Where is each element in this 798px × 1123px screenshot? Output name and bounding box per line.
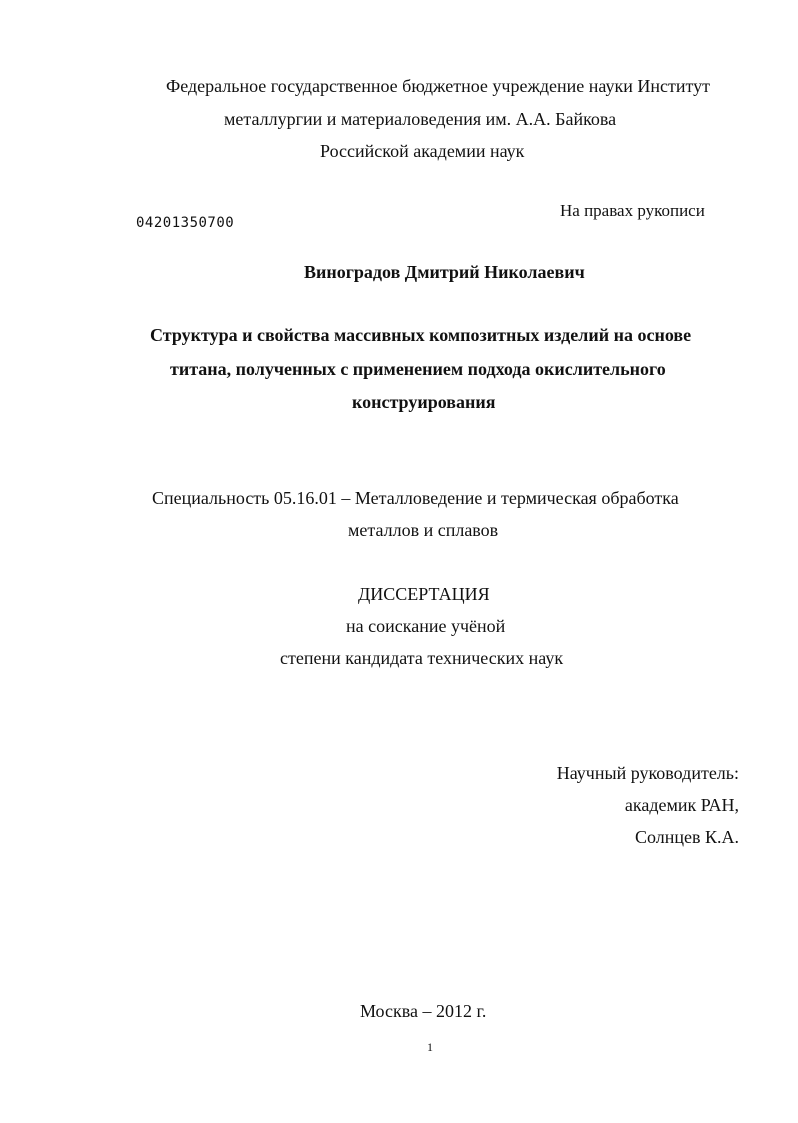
- city-year: Москва – 2012 г.: [360, 1001, 487, 1021]
- dissertation-title-line-1: Структура и свойства массивных композитных изделий на основе: [150, 325, 692, 345]
- supervisor-name: Солнцев К.А.: [634, 827, 739, 847]
- manuscript-rights: На правах рукописи: [560, 201, 705, 220]
- dissertation-title-line-3: конструирования: [352, 392, 496, 412]
- document-type-heading: ДИССЕРТАЦИЯ: [358, 584, 490, 604]
- institution-line-2: металлургии и материаловедения им. А.А. Байкова: [224, 109, 617, 129]
- specialty-line-2: металлов и сплавов: [348, 520, 499, 540]
- specialty-line-1: Специальность 05.16.01 – Металловедение и термическая обработка: [152, 488, 679, 508]
- supervisor-label: Научный руководитель:: [556, 763, 739, 783]
- author-name: Виноградов Дмитрий Николаевич: [304, 262, 585, 282]
- catalog-number: 04201350700: [136, 215, 235, 231]
- institution-line-3: Российской академии наук: [320, 141, 525, 161]
- degree-line-1: на соискание учёной: [346, 616, 506, 636]
- institution-line-1: Федеральное государственное бюджетное учреждение науки Институт: [166, 76, 710, 96]
- supervisor-rank: академик РАН,: [624, 795, 739, 815]
- dissertation-title-line-2: титана, полученных с применением подхода окислительного: [170, 359, 666, 379]
- page-number: 1: [427, 1040, 433, 1054]
- degree-line-2: степени кандидата технических наук: [280, 648, 564, 668]
